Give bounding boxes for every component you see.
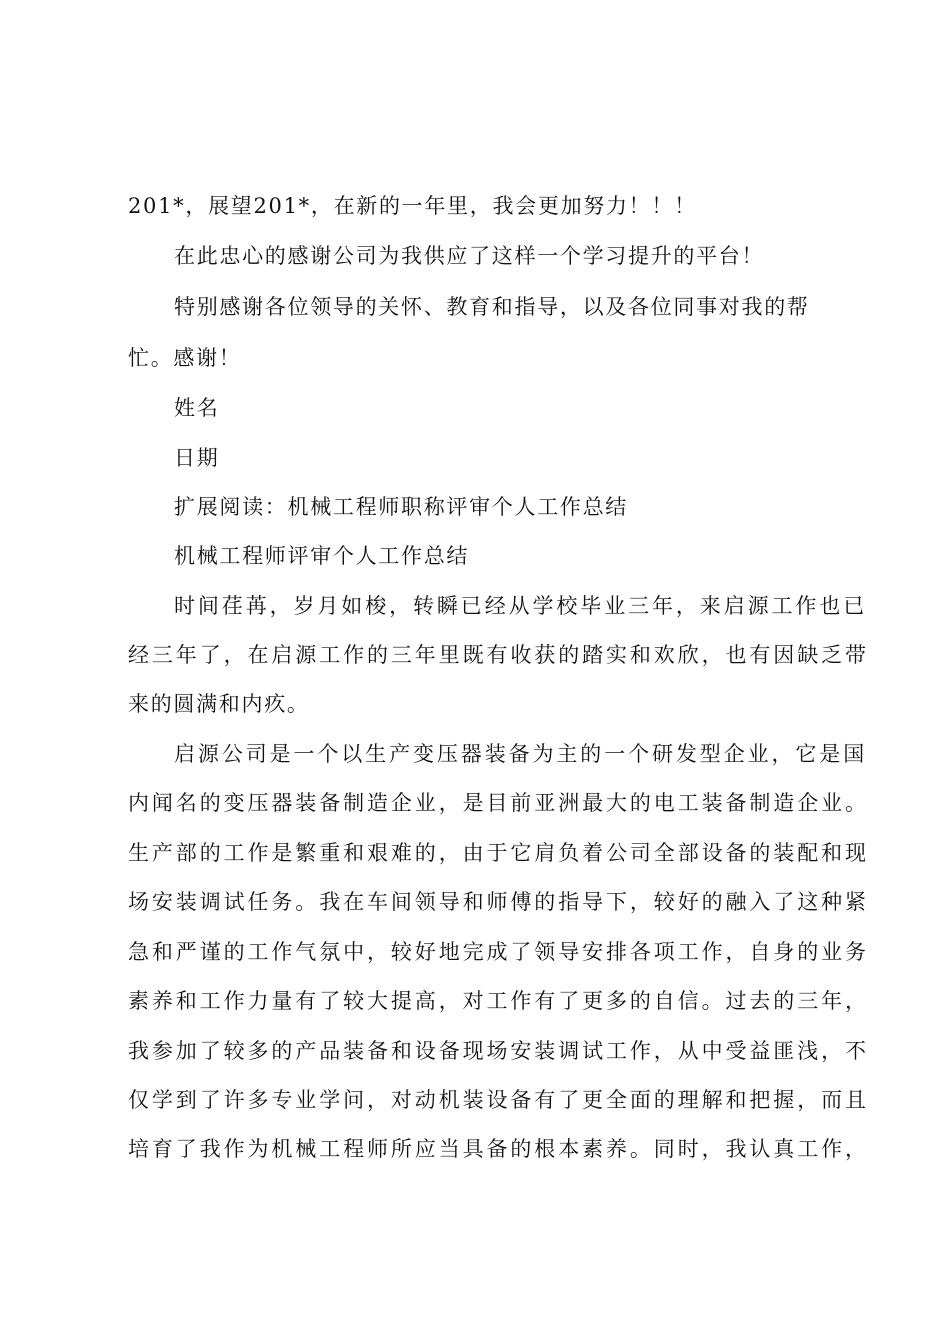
signature-date-label: 日期 (174, 446, 220, 470)
extended-reading-heading: 扩展阅读：机械工程师职称评审个人工作总结 (174, 495, 628, 519)
paragraph-2-line-7: 我参加了较多的产品装备和设备现场安装调试工作，从中受益匪浅，不 (128, 1039, 869, 1063)
text-line-thanks-leaders: 特别感谢各位领导的关怀、教育和指导，以及各位同事对我的帮 (174, 295, 810, 319)
signature-name-label: 姓名 (174, 396, 220, 420)
paragraph-2-line-9: 培育了我作为机械工程师所应当具备的根本素养。同时，我认真工作， (128, 1137, 869, 1161)
text-line-new-year: 201*，展望201*，在新的一年里，我会更加努力！！！ (128, 194, 697, 218)
paragraph-2-line-5: 急和严谨的工作气氛中，较好地完成了领导安排各项工作，自身的业务 (128, 940, 869, 964)
section-title: 机械工程师评审个人工作总结 (174, 544, 470, 568)
paragraph-2-line-3: 生产部的工作是繁重和艰难的，由于它肩负着公司全部设备的装配和现 (128, 841, 869, 865)
paragraph-2-line-4: 场安装调试任务。我在车间领导和师傅的指导下，较好的融入了这种紧 (128, 890, 869, 914)
paragraph-2-line-1: 启源公司是一个以生产变压器装备为主的一个研发型企业，它是国 (174, 742, 868, 766)
paragraph-2-line-2: 内闻名的变压器装备制造企业，是目前亚洲最大的电工装备制造企业。 (128, 791, 869, 815)
text-line-thanks-company: 在此忠心的感谢公司为我供应了这样一个学习提升的平台！ (174, 244, 765, 268)
paragraph-1-line-2: 经三年了，在启源工作的三年里既有收获的踏实和欢欣，也有因缺乏带 (128, 643, 869, 667)
paragraph-2-line-8: 仅学到了许多专业学问，对动机装设备有了更全面的理解和把握，而且 (128, 1088, 869, 1112)
paragraph-1-line-1: 时间荏苒，岁月如梭，转瞬已经从学校毕业三年，来启源工作也已 (174, 594, 868, 618)
text-line-thanks-end: 忙。感谢！ (128, 346, 242, 370)
paragraph-2-line-6: 素养和工作力量有了较大提高，对工作有了更多的自信。过去的三年， (128, 989, 869, 1013)
paragraph-1-line-3: 来的圆满和内疚。 (128, 692, 310, 716)
